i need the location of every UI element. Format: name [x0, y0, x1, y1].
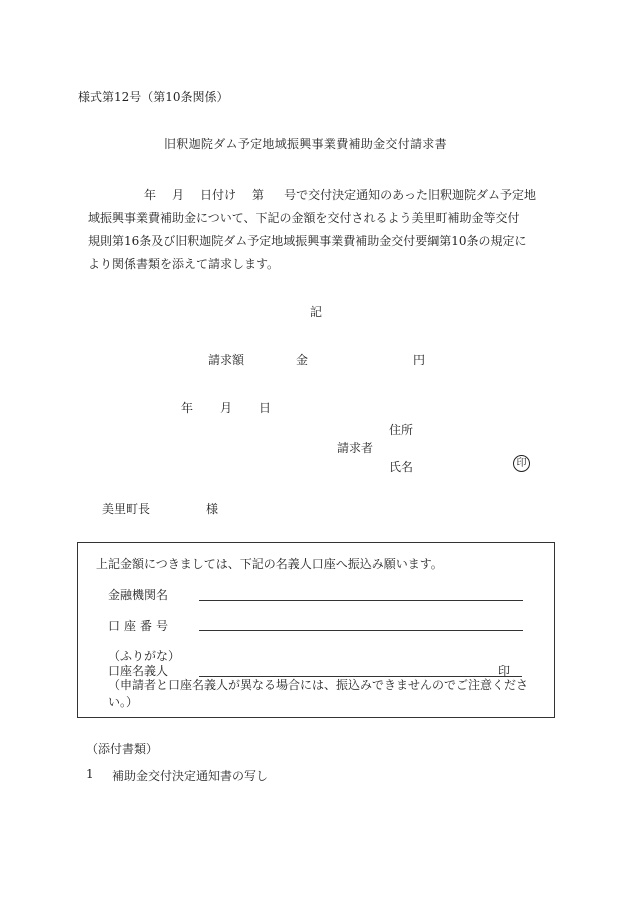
seal-icon: 印: [513, 455, 530, 472]
body-line-4: より関係書類を添えて請求します。: [88, 257, 280, 271]
date-year: 年: [181, 401, 194, 415]
bank-name-label: 金融機関名: [108, 588, 169, 602]
attachment-item-text: 補助金交付決定通知書の写し: [112, 769, 269, 783]
bank-intro-text: 上記金額につきましては、下記の名義人口座へ振込み願います。: [96, 557, 443, 571]
request-body-text: [88, 184, 562, 276]
account-number-label: 口座番号: [108, 619, 173, 633]
amount-kin: 金: [296, 353, 309, 367]
address-label: 住所: [389, 423, 414, 437]
addressee-mayor: 美里町長: [102, 502, 151, 516]
date-month: 月: [220, 401, 233, 415]
date-day: 日: [259, 401, 272, 415]
addressee-honorific: 様: [206, 502, 219, 516]
form-number: 様式第12号（第10条関係）: [78, 90, 229, 104]
account-holder-label: 口座名義人: [108, 664, 169, 678]
name-label: 氏名: [389, 460, 414, 474]
ki-heading: 記: [310, 305, 323, 319]
amount-label: 請求額: [208, 353, 245, 367]
body-line-1: 年 月 日付け 第 号で交付決定通知のあった旧釈迦院ダム予定地: [144, 188, 536, 202]
holder-seal-label: 印: [498, 664, 511, 678]
document-title: 旧釈迦院ダム予定地域振興事業費補助金交付請求書: [164, 137, 447, 151]
bank-name-field[interactable]: [199, 600, 523, 601]
body-line-3: 規則第16条及び旧釈迦院ダム予定地域振興事業費補助金交付要綱第10条の規定に: [88, 234, 527, 248]
transfer-note: （申請者と口座名義人が異なる場合には、振込みできませんのでご注意ください。）: [108, 678, 529, 709]
bank-transfer-box: [77, 542, 555, 718]
account-number-field[interactable]: [199, 630, 523, 631]
furigana-label: （ふりがな）: [108, 649, 181, 663]
claimant-label: 請求者: [337, 441, 374, 455]
amount-yen: 円: [413, 353, 426, 367]
attachments-heading: （添付書類）: [86, 742, 159, 756]
attachment-item-number: 1: [86, 767, 94, 781]
body-line-2: 域振興事業費補助金について、下記の金額を交付されるよう美里町補助金等交付: [88, 211, 520, 225]
